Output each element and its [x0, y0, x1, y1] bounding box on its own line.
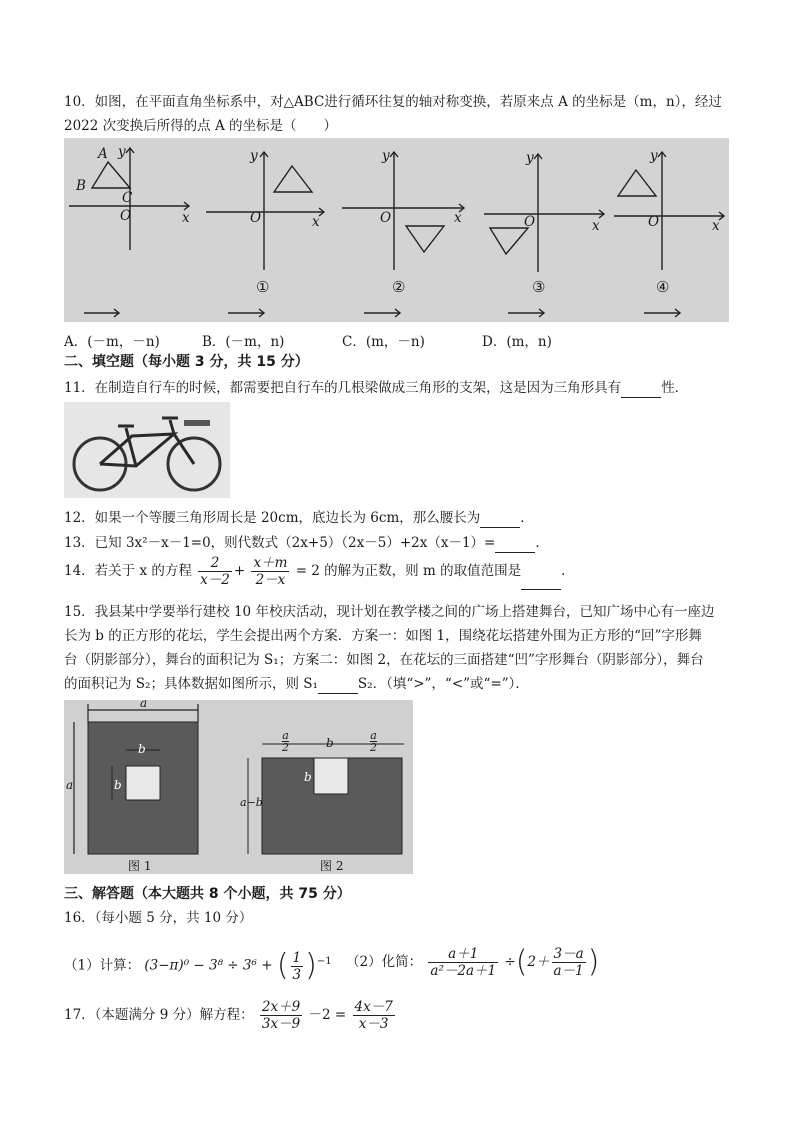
q17-f2-den: x－3: [358, 1016, 389, 1032]
q16-part1: [64, 942, 332, 986]
panel-label-3: ③: [532, 278, 546, 296]
q15-line2: 长为 b 的正方形的花坛，学生会提出两个方案．方案一：如图 1，围绕花坛搭建外围为正方形的“回”字形舞: [64, 628, 702, 644]
q16-part2: [346, 942, 599, 983]
q16-p2-f-num: a＋1: [428, 946, 498, 963]
q16-p1-fraction: [291, 950, 304, 983]
q17-mid: －2 =: [308, 1007, 347, 1023]
q14-mid: = 2 的解为正数，则 m 的取值范围是: [295, 563, 522, 579]
q13-post: ．: [535, 535, 549, 551]
fig1-flower-bed: [126, 766, 160, 800]
q16-p2-label: （2）化简：: [346, 954, 423, 970]
fig2-caption: 图 2: [320, 859, 344, 873]
panel-label-1: ①: [256, 278, 270, 296]
q12-post: ．: [520, 510, 534, 526]
fig2-label-b-top: b: [326, 736, 334, 750]
q16-p2-div: ÷: [504, 954, 516, 970]
q16-p2-in-den: a－1: [553, 963, 584, 979]
fig1-label-a-left: a: [66, 778, 74, 792]
label-O5: O: [648, 214, 660, 230]
q17-f1-den: 3x－9: [261, 1016, 301, 1032]
q11-text: 11．在制造自行车的时候，都需要把自行车的几根梁做成三角形的支架，这是因为三角形具有: [64, 380, 622, 396]
q16-p2-inner: 2＋: [527, 954, 550, 970]
q13-blank: [495, 538, 535, 553]
label-C: C: [122, 190, 133, 206]
label-x1: x: [182, 210, 190, 226]
q11-post: 性．: [661, 380, 689, 396]
q16-p2-inner-fraction: [552, 946, 586, 979]
label-y3: y: [382, 148, 390, 164]
q17-f1-num: 2x＋9: [261, 999, 301, 1015]
q13: [64, 533, 549, 553]
q15-line4: [64, 674, 529, 694]
q14-f1-num: 2: [198, 555, 232, 572]
q16-paren-close: ): [305, 948, 317, 983]
q14-plus: +: [233, 563, 246, 579]
fig1-label-a-top: a: [140, 696, 148, 710]
q16-p1-f-den: 3: [292, 966, 302, 983]
q16-p2-f-den: a²－2a＋1: [430, 963, 497, 979]
q15-line4-pre: 的面积记为 S₂；具体数据如图所示，则 S₁: [64, 676, 318, 692]
panel-label-4: ④: [656, 278, 670, 296]
q14-post: ．: [561, 563, 575, 579]
fig2-half-a-den: 2: [282, 741, 289, 754]
fig2-label-b-side: b: [304, 770, 312, 784]
label-O1: O: [120, 208, 132, 224]
q10-option-d: D．(m，n): [482, 334, 552, 350]
label-O4: O: [524, 214, 536, 230]
q10-option-a: A．(－m，－n): [64, 334, 160, 350]
fig2-label-half-a-left: [282, 730, 289, 753]
q14-f1-den: x－2: [200, 572, 230, 588]
q16-p1-label: （1）计算：: [64, 957, 141, 974]
q16-head: 16．（每小题 5 分，共 10 分）: [64, 910, 253, 926]
q16-paren-open: (: [276, 948, 289, 983]
q17-fraction-2: [353, 999, 395, 1032]
q16-p1-exponent: −1: [316, 956, 332, 967]
fig1-caption: 图 1: [128, 859, 152, 873]
q12-text: 12．如果一个等腰三角形周长是 20cm，底边长为 6cm，那么腰长为: [64, 510, 481, 526]
q10-line1: 10．如图，在平面直角坐标系中，对△ABC进行循环往复的轴对称变换，若原来点 A 的坐标是（m，n），经过: [64, 94, 722, 110]
q10-option-b: B．(－m，n): [202, 334, 285, 350]
label-y1: y: [118, 144, 126, 160]
label-y2: y: [250, 148, 258, 164]
section-3-heading: 三、解答题（本大题共 8 个小题，共 75 分）: [64, 886, 351, 902]
label-O2: O: [250, 210, 262, 226]
section-2-heading: 二、填空题（每小题 3 分，共 15 分）: [64, 354, 309, 370]
fig2-half-a-den-r: 2: [370, 741, 377, 754]
label-y4: y: [526, 150, 534, 166]
q14-fraction-1: [198, 555, 232, 588]
fig2-flower-bed: [314, 758, 348, 794]
fig2-label-a-minus-b: a−b: [240, 796, 263, 809]
fig2-half-a-num-r: a: [370, 729, 377, 742]
q15-figures: [64, 696, 413, 874]
q17: [64, 996, 397, 1034]
fig2-half-a-num: a: [282, 729, 289, 742]
q16-p2-in-num: 3－a: [553, 946, 584, 962]
q12-blank: [480, 513, 520, 528]
q15-line4-post: S₂．（填“>”，“<”或“=”）．: [357, 676, 529, 692]
q15-line3: 台（阴影部分），舞台的面积记为 S₁；方案二：如图 2，在花坛的三面搭建“凹”字形舞台（阴影部分），舞台: [64, 652, 704, 668]
label-A: A: [98, 146, 108, 162]
q16-p2-paren-close: ): [587, 944, 600, 980]
q14-blank: [521, 575, 561, 590]
panel-label-2: ②: [392, 278, 406, 296]
q14-f2-den: 2－x: [255, 572, 286, 588]
fig2-label-half-a-right: [370, 730, 377, 753]
q12: [64, 508, 534, 528]
q16-p2-paren-open: (: [515, 944, 528, 980]
q17-f2-num: 4x－7: [354, 999, 393, 1015]
q10-line2: 2022 次变换后所得的点 A 的坐标是（ ）: [64, 118, 337, 134]
q14-text: 14．若关于 x 的方程: [64, 563, 192, 579]
label-y5: y: [650, 148, 658, 164]
q11-blank: [621, 383, 661, 398]
q14-fraction-2: [251, 555, 289, 588]
bicycle-image: [64, 402, 230, 498]
label-B: B: [76, 178, 86, 194]
label-x2: x: [312, 214, 320, 230]
q16-p1-f-num: 1: [292, 949, 302, 966]
q15-line1: 15．我县某中学要举行建校 10 年校庆活动，现计划在教学楼之间的广场上搭建舞台，已知广场中心有一座边: [64, 604, 715, 620]
q14: [64, 552, 575, 590]
q17-text: 17．（本题满分 9 分）解方程：: [64, 1007, 254, 1023]
q15-blank: [318, 679, 358, 694]
label-x5: x: [712, 218, 720, 234]
q13-text: 13．已知 3x²－x－1=0，则代数式（2x+5）（2x－5）+2x（x－1）=: [64, 535, 496, 551]
q16-p1-expr: (3−π)⁰ − 3⁸ ÷ 3⁶ +: [144, 957, 273, 974]
label-x4: x: [592, 218, 600, 234]
q16-p2-fraction: [428, 946, 498, 979]
label-x3: x: [454, 210, 462, 226]
q11: [64, 378, 688, 398]
q17-fraction-1: [260, 999, 302, 1032]
fig1-label-b-left: b: [114, 778, 122, 792]
label-O3: O: [380, 210, 392, 226]
fig1-label-b-top: b: [138, 742, 146, 756]
q10-figure: [64, 138, 729, 322]
q10-option-c: C．(m，－n): [342, 334, 425, 350]
q14-f2-num: x＋m: [253, 555, 288, 571]
